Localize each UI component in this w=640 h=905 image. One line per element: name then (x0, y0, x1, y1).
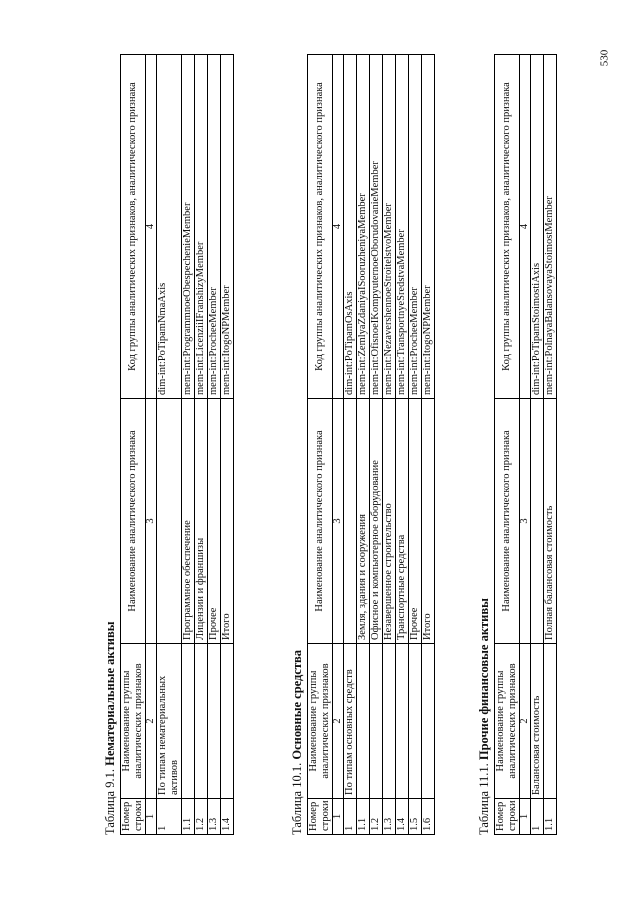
group-name: Балансовая стоимость (531, 644, 544, 799)
column-index: 3 (146, 399, 157, 644)
column-index: 4 (146, 55, 157, 399)
row-number: 1.2 (370, 799, 383, 835)
column-index: 4 (333, 55, 344, 399)
row-number: 1.4 (221, 799, 234, 835)
column-index-row (146, 55, 157, 835)
row-number: 1.5 (409, 799, 422, 835)
header-row-number: Номер строки (495, 799, 520, 835)
rotated-page-content (100, 55, 640, 835)
code: mem-int:NezavershennoeStroitelstvoMember (383, 55, 396, 399)
caption-prefix: Таблица 9.1. (103, 769, 117, 835)
header-row-number: Номер строки (121, 799, 146, 835)
table-11-1-section (474, 55, 640, 835)
code: dim-int:PoTipamNmaAxis (157, 55, 182, 399)
table-row (195, 55, 208, 835)
caption-title: Основные средства (290, 649, 304, 760)
header-row (308, 55, 333, 835)
code: mem-int:LicenziiIFranshizyMember (195, 55, 208, 399)
attribute-name (531, 399, 544, 644)
table-11-1 (494, 54, 557, 835)
attribute-name: Земля, здания и сооружения (357, 399, 370, 644)
group-name (208, 644, 221, 799)
group-name: По типам нематериальных активов (157, 644, 182, 799)
caption-prefix: Таблица 11.1. (477, 763, 491, 835)
column-index: 2 (333, 644, 344, 799)
table-row (344, 55, 357, 835)
column-index: 2 (520, 644, 531, 799)
attribute-name: Лицензии и франшизы (195, 399, 208, 644)
row-number: 1.4 (396, 799, 409, 835)
attribute-name: Итого (422, 399, 435, 644)
table-row (157, 55, 182, 835)
group-name (383, 644, 396, 799)
code: mem-int:ProcheeMember (208, 55, 221, 399)
row-number: 1.6 (422, 799, 435, 835)
header-row (495, 55, 520, 835)
group-name (396, 644, 409, 799)
code: mem-int:TransportnyeSredstvaMember (396, 55, 409, 399)
header-group-name: Наименование группы аналитических признаков (121, 644, 146, 799)
table-row (357, 55, 370, 835)
column-index: 4 (520, 55, 531, 399)
attribute-name: Итого (221, 399, 234, 644)
header-code: Код группы аналитических признаков, аналитического признака (308, 55, 333, 399)
column-index-row (520, 55, 531, 835)
group-name (357, 644, 370, 799)
caption-title: Прочие финансовые активы (477, 598, 491, 761)
code: mem-int:ProgrammnoeObespechenieMember (182, 55, 195, 399)
code: mem-int:OfisnoeIKompyuternoeOborudovanieMember (370, 55, 383, 399)
header-group-name: Наименование группы аналитических признаков (495, 644, 520, 799)
header-row (121, 55, 146, 835)
column-index: 1 (520, 799, 531, 835)
header-row-number: Номер строки (308, 799, 333, 835)
table-row (396, 55, 409, 835)
header-code: Код группы аналитических признаков, аналитического признака (121, 55, 146, 399)
table-caption (100, 55, 120, 835)
column-index: 2 (146, 644, 157, 799)
table-9-1 (120, 54, 234, 835)
group-name (409, 644, 422, 799)
attribute-name (344, 399, 357, 644)
code: mem-int:ItogoNPMember (221, 55, 234, 399)
table-row (531, 55, 544, 835)
attribute-name: Полная балансовая стоимость (544, 399, 557, 644)
page-number: 530 (598, 49, 611, 67)
group-name (182, 644, 195, 799)
attribute-name: Незавершенное строительство (383, 399, 396, 644)
code: mem-int:ItogoNPMember (422, 55, 435, 399)
table-10-1 (307, 54, 435, 835)
table-9-1-section (100, 55, 287, 835)
group-name: По типам основных средств (344, 644, 357, 799)
code: mem-int:PolnayaBalansovayaStoimostMember (544, 55, 557, 399)
row-number: 1.3 (383, 799, 396, 835)
code: dim-int:PoTipamOsAxis (344, 55, 357, 399)
table-row (208, 55, 221, 835)
row-number: 1 (344, 799, 357, 835)
header-attribute-name: Наименование аналитического признака (308, 399, 333, 644)
header-code: Код группы аналитических признаков, аналитического признака (495, 55, 520, 399)
group-name (370, 644, 383, 799)
header-attribute-name: Наименование аналитического признака (121, 399, 146, 644)
table-row (370, 55, 383, 835)
column-index: 3 (520, 399, 531, 644)
caption-prefix: Таблица 10.1. (290, 762, 304, 835)
column-index: 1 (333, 799, 344, 835)
table-10-1-section (287, 55, 474, 835)
row-number: 1 (531, 799, 544, 835)
group-name (195, 644, 208, 799)
attribute-name: Транспортные средства (396, 399, 409, 644)
row-number: 1.1 (182, 799, 195, 835)
header-attribute-name: Наименование аналитического признака (495, 399, 520, 644)
attribute-name: Программное обеспечение (182, 399, 195, 644)
attribute-name (157, 399, 182, 644)
code: dim-int:PoTipamStoimostiAxis (531, 55, 544, 399)
attribute-name: Прочее (409, 399, 422, 644)
code: mem-int:ZemlyaZdaniyaISooruzheniyaMember (357, 55, 370, 399)
table-caption (287, 55, 307, 835)
table-caption (474, 55, 494, 835)
row-number: 1.3 (208, 799, 221, 835)
group-name (422, 644, 435, 799)
row-number: 1.1 (544, 799, 557, 835)
table-row (422, 55, 435, 835)
attribute-name: Офисное и компьютерное оборудование (370, 399, 383, 644)
table-row (409, 55, 422, 835)
column-index: 1 (146, 799, 157, 835)
row-number: 1.2 (195, 799, 208, 835)
table-row (221, 55, 234, 835)
column-index-row (333, 55, 344, 835)
column-index: 3 (333, 399, 344, 644)
code: mem-int:ProcheeMember (409, 55, 422, 399)
table-row (383, 55, 396, 835)
row-number: 1 (157, 799, 182, 835)
caption-title: Нематериальные активы (103, 621, 117, 766)
group-name (544, 644, 557, 799)
row-number: 1.1 (357, 799, 370, 835)
table-row (544, 55, 557, 835)
header-group-name: Наименование группы аналитических признаков (308, 644, 333, 799)
group-name (221, 644, 234, 799)
table-row (182, 55, 195, 835)
attribute-name: Прочее (208, 399, 221, 644)
